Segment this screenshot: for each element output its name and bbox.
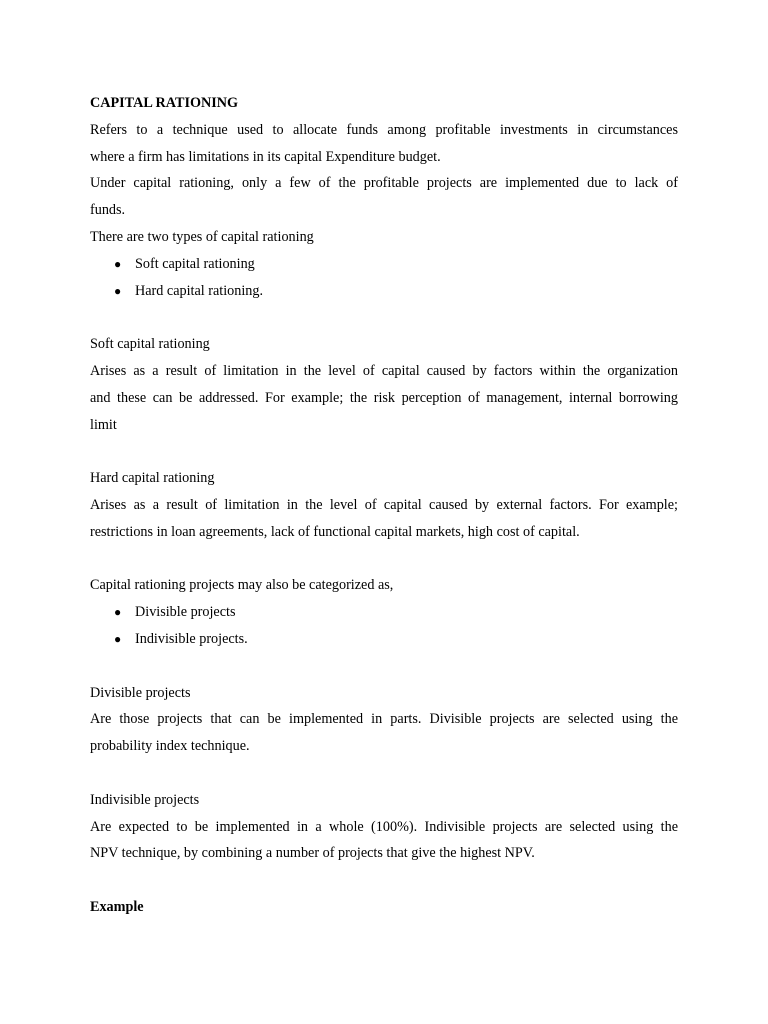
- intro-line-5: There are two types of capital rationing: [90, 228, 314, 245]
- divisible-heading: Divisible projects: [90, 684, 191, 701]
- spacer: [90, 653, 678, 680]
- spacer: [90, 867, 678, 894]
- divisible-line-2: probability index technique.: [90, 738, 250, 755]
- intro-line-3: Under capital rationing, only a few of the profitable projects are implemented due to lack of: [90, 175, 678, 192]
- document-page: [90, 90, 678, 921]
- types-list: [90, 251, 678, 305]
- indivisible-line-2: NPV technique, by combining a number of projects that give the highest NPV.: [90, 845, 535, 862]
- intro-line-1: Refers to a technique used to allocate funds among profitable investments in circumstances: [90, 121, 678, 138]
- intro-line-2: where a firm has limitations in its capital Expenditure budget.: [90, 148, 441, 165]
- bullet-icon: ●: [114, 605, 122, 620]
- list-item: [90, 599, 678, 626]
- list-item: [90, 278, 678, 305]
- spacer: [90, 438, 678, 465]
- list-item-label: Soft capital rationing: [135, 255, 255, 272]
- project-list: [90, 599, 678, 653]
- bullet-icon: ●: [114, 631, 122, 646]
- soft-line-1: Arises as a result of limitation in the level of capital caused by factors within the organization: [90, 362, 678, 379]
- page-title: CAPITAL RATIONING: [90, 95, 239, 111]
- categorized-intro: Capital rationing projects may also be categorized as,: [90, 577, 394, 594]
- list-item: [90, 251, 678, 278]
- spacer: [90, 304, 678, 331]
- list-item: [90, 626, 678, 653]
- spacer: [90, 546, 678, 573]
- divisible-line-1: Are those projects that can be implemented in parts. Divisible projects are selected using the: [90, 711, 678, 728]
- hard-line-1: Arises as a result of limitation in the level of capital caused by external factors. For example;: [90, 496, 678, 513]
- list-item-label: Divisible projects: [135, 604, 236, 621]
- list-item-label: Hard capital rationing.: [135, 282, 264, 299]
- indivisible-heading: Indivisible projects: [90, 791, 200, 808]
- soft-heading: Soft capital rationing: [90, 336, 210, 353]
- intro-line-4: funds.: [90, 202, 126, 219]
- soft-line-3: limit: [90, 416, 117, 433]
- example-heading: Example: [90, 898, 144, 915]
- list-item-label: Indivisible projects.: [135, 630, 248, 647]
- hard-line-2: restrictions in loan agreements, lack of functional capital markets, high cost of capital.: [90, 523, 580, 540]
- bullet-icon: ●: [114, 256, 122, 271]
- hard-heading: Hard capital rationing: [90, 470, 215, 487]
- indivisible-line-1: Are expected to be implemented in a whole (100%). Indivisible projects are selected using the: [90, 818, 678, 835]
- bullet-icon: ●: [114, 283, 122, 298]
- soft-line-2: and these can be addressed. For example; the risk perception of management, internal borrowing: [90, 389, 678, 406]
- spacer: [90, 760, 678, 787]
